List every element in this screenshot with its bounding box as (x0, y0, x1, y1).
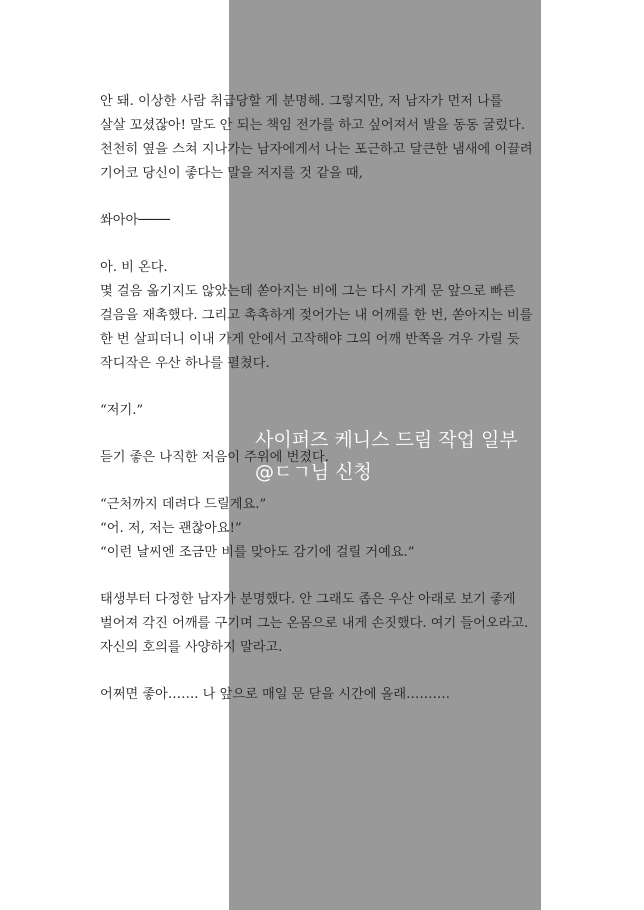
text-line: 기어코 당신이 좋다는 말을 저지를 것 같을 때, (100, 166, 363, 181)
paragraph-10 (86, 588, 564, 660)
paragraph-5 (86, 399, 564, 423)
text-line: 걸음을 재촉했다. 그리고 촉촉하게 젖어가는 내 어깨를 한 번, 쏟아지는 비를 (100, 308, 533, 323)
text-line: 자신의 호의를 사양하지 말라고. (100, 640, 283, 655)
text-line: 쏴아아──── (100, 213, 170, 228)
text-line: 안 돼. 이상한 사람 취급당할 게 분명해. 그렇지만, 저 남자가 먼저 나를 (100, 94, 503, 109)
text-line: 몇 걸음 옮기지도 않았는데 쏟아지는 비에 그는 다시 가게 문 앞으로 빠른 (100, 284, 516, 299)
text-line: 어쩌면 좋아……. 나 앞으로 매일 문 닫을 시간에 올래………. (100, 687, 450, 702)
text-line: 살살 꼬셨잖아! 말도 안 되는 책임 전가를 하고 싶어져서 발을 동동 굴렀다. (100, 118, 526, 133)
paragraph-8 (86, 517, 564, 541)
paragraph-4 (86, 280, 564, 376)
text-line: 태생부터 다정한 남자가 분명했다. 안 그래도 좁은 우산 아래로 보기 좋게 (100, 592, 516, 607)
text-line: 듣기 좋은 나직한 저음이 주위에 번졌다. (100, 450, 329, 465)
paragraph-7 (86, 493, 564, 517)
text-line: “어. 저, 저는 괜찮아요!” (100, 521, 242, 536)
text-line: “저기.” (100, 403, 144, 418)
text-line: 작디작은 우산 하나를 펼쳤다. (100, 356, 270, 371)
document-body (86, 90, 564, 707)
paragraph-2 (86, 209, 564, 233)
text-line: 아. 비 온다. (100, 260, 168, 275)
paragraph-3 (86, 256, 564, 280)
text-line: 한 번 살피더니 이내 가게 안에서 고작해야 그의 어깨 반쪽을 겨우 가릴 듯 (100, 332, 520, 347)
paragraph-11 (86, 683, 564, 707)
text-line: “이런 날씨엔 조금만 비를 맞아도 감기에 걸릴 거예요.” (100, 545, 415, 560)
overlay-caption (255, 424, 518, 488)
text-line: 천천히 옆을 스쳐 지나가는 남자에게서 나는 포근하고 달큰한 냄새에 이끌려 (100, 142, 533, 157)
text-line: “근처까지 데려다 드릴게요.” (100, 497, 267, 512)
paragraph-1 (86, 90, 564, 186)
paragraph-9 (86, 541, 564, 565)
overlay-caption-title: 사이퍼즈 케니스 드림 작업 일부 (255, 429, 518, 451)
text-line: 벌어져 각진 어깨를 구기며 그는 온몸으로 내게 손짓했다. 여기 들어오라고. (100, 616, 529, 631)
overlay-caption-credit: @ㄷㄱ님 신청 (255, 461, 372, 483)
